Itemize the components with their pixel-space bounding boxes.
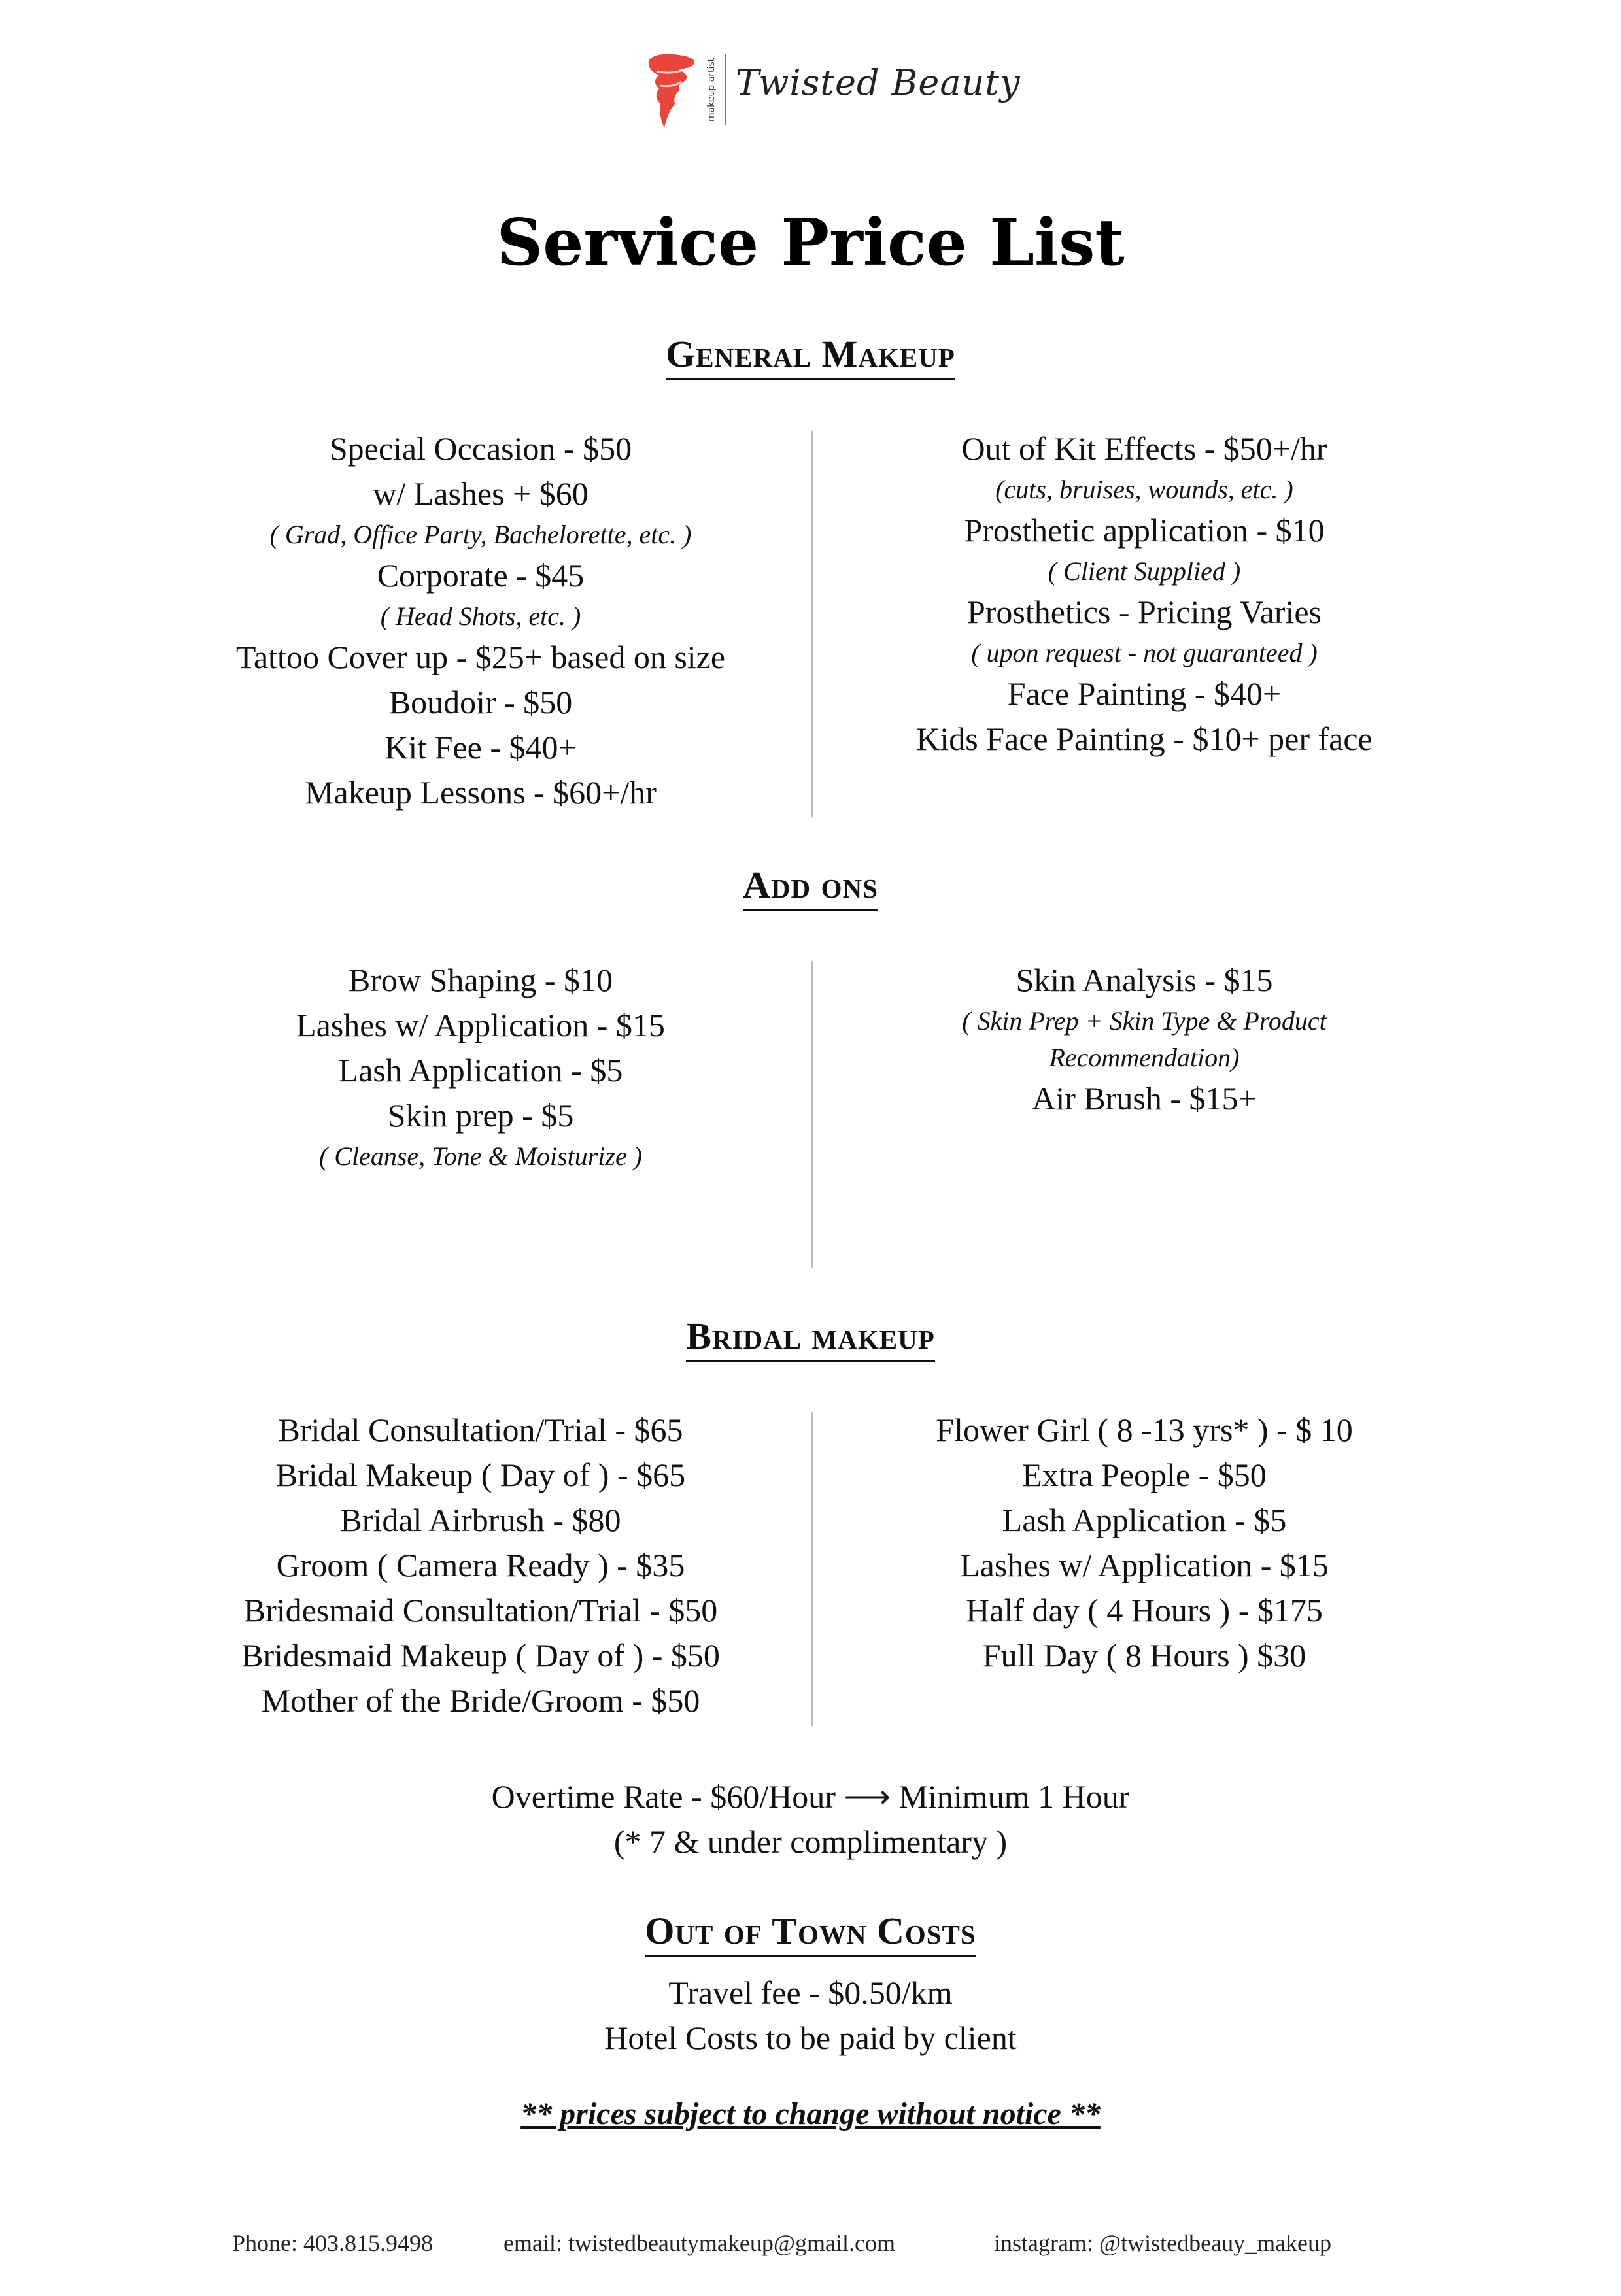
service-item: Mother of the Bride/Groom - $50 [261, 1682, 700, 1719]
price-disclaimer: ** prices subject to change without notice ** [520, 2097, 1101, 2131]
service-item: Kids Face Painting - $10+ per face [916, 720, 1373, 757]
service-item: Face Painting - $40+ [1007, 675, 1282, 712]
service-item: Lashes w/ Application - $15 [296, 1007, 665, 1043]
service-item: Lashes w/ Application - $15 [960, 1547, 1329, 1583]
page-title: Service Price List [496, 205, 1125, 280]
column-divider [811, 961, 813, 1268]
footer-phone: Phone: 403.815.9498 [232, 2230, 434, 2256]
service-item: Skin Analysis - $15 [1015, 962, 1273, 998]
service-item: Bridal Consultation/Trial - $65 [278, 1411, 683, 1448]
brand-name: Twisted Beauty [736, 62, 1021, 103]
column-divider [811, 1412, 813, 1726]
travel-fee: Travel fee - $0.50/km [668, 1974, 953, 2011]
service-note: ( Head Shots, etc. ) [380, 601, 581, 631]
general-left-column [199, 426, 762, 815]
service-item: Bridal Airbrush - $80 [340, 1502, 621, 1538]
bridal-makeup-heading: Bridal makeup [0, 1314, 1621, 1358]
bridal-left-column [199, 1408, 762, 1723]
out-of-town-heading: Out of Town Costs [0, 1909, 1621, 1953]
service-item: Special Occasion - $50 [329, 430, 632, 467]
brand-logo [641, 49, 1059, 134]
service-note: Recommendation) [1049, 1043, 1240, 1072]
service-item: Bridesmaid Consultation/Trial - $50 [243, 1592, 718, 1629]
service-item: Bridesmaid Makeup ( Day of ) - $50 [241, 1637, 720, 1674]
service-note: ( Cleanse, Tone & Moisturize ) [318, 1141, 643, 1171]
lipstick-swirl-icon [641, 49, 706, 134]
service-note: ( Grad, Office Party, Bachelorette, etc. ) [269, 520, 692, 549]
service-note: (cuts, bruises, wounds, etc. ) [995, 475, 1293, 504]
service-item: Makeup Lessons - $60+/hr [305, 774, 657, 811]
service-item: Prosthetic application - $10 [964, 512, 1325, 549]
service-item: Groom ( Camera Ready ) - $35 [276, 1547, 685, 1583]
service-item: Extra People - $50 [1022, 1457, 1267, 1493]
general-right-column [863, 426, 1425, 762]
general-makeup-heading: General Makeup [0, 332, 1621, 376]
service-item: Lash Application - $5 [338, 1052, 623, 1089]
service-note: ( upon request - not guaranteed ) [971, 638, 1318, 667]
service-item: Full Day ( 8 Hours ) $30 [982, 1637, 1306, 1674]
overtime-rate: Overtime Rate - $60/Hour ⟶ Minimum 1 Hour [491, 1778, 1130, 1815]
service-item: Half day ( 4 Hours ) - $175 [966, 1592, 1323, 1629]
service-item: Flower Girl ( 8 -13 yrs* ) - $ 10 [936, 1411, 1353, 1448]
service-item: Kit Fee - $40+ [384, 729, 577, 766]
service-item: Bridal Makeup ( Day of ) - $65 [275, 1457, 686, 1493]
service-item: Skin prep - $5 [387, 1097, 574, 1134]
logo-divider [725, 54, 726, 125]
column-divider [811, 431, 813, 817]
service-item: Corporate - $45 [377, 557, 585, 594]
service-item: Brow Shaping - $10 [348, 962, 613, 998]
service-item: Lash Application - $5 [1002, 1502, 1287, 1538]
brand-tagline: makeup artist [706, 58, 717, 122]
service-item: Tattoo Cover up - $25+ based on size [235, 639, 726, 675]
service-item: Air Brush - $15+ [1032, 1080, 1257, 1117]
hotel-costs: Hotel Costs to be paid by client [604, 2019, 1017, 2056]
addons-left-column [199, 958, 762, 1175]
service-note: ( Client Supplied ) [1048, 556, 1241, 586]
addons-right-column [863, 958, 1425, 1121]
add-ons-heading: Add ons [0, 863, 1621, 907]
bridal-right-column [863, 1408, 1425, 1678]
service-item: Boudoir - $50 [388, 684, 573, 720]
footer-instagram: instagram: @twistedbeauy_makeup [994, 2230, 1332, 2256]
service-item: Prosthetics - Pricing Varies [966, 594, 1322, 630]
service-item: w/ Lashes + $60 [373, 475, 589, 512]
service-note: ( Skin Prep + Skin Type & Product [962, 1006, 1327, 1036]
service-item: Out of Kit Effects - $50+/hr [961, 430, 1327, 467]
complimentary-note: (* 7 & under complimentary ) [613, 1823, 1008, 1860]
footer-email: email: twistedbeautymakeup@gmail.com [503, 2230, 895, 2256]
